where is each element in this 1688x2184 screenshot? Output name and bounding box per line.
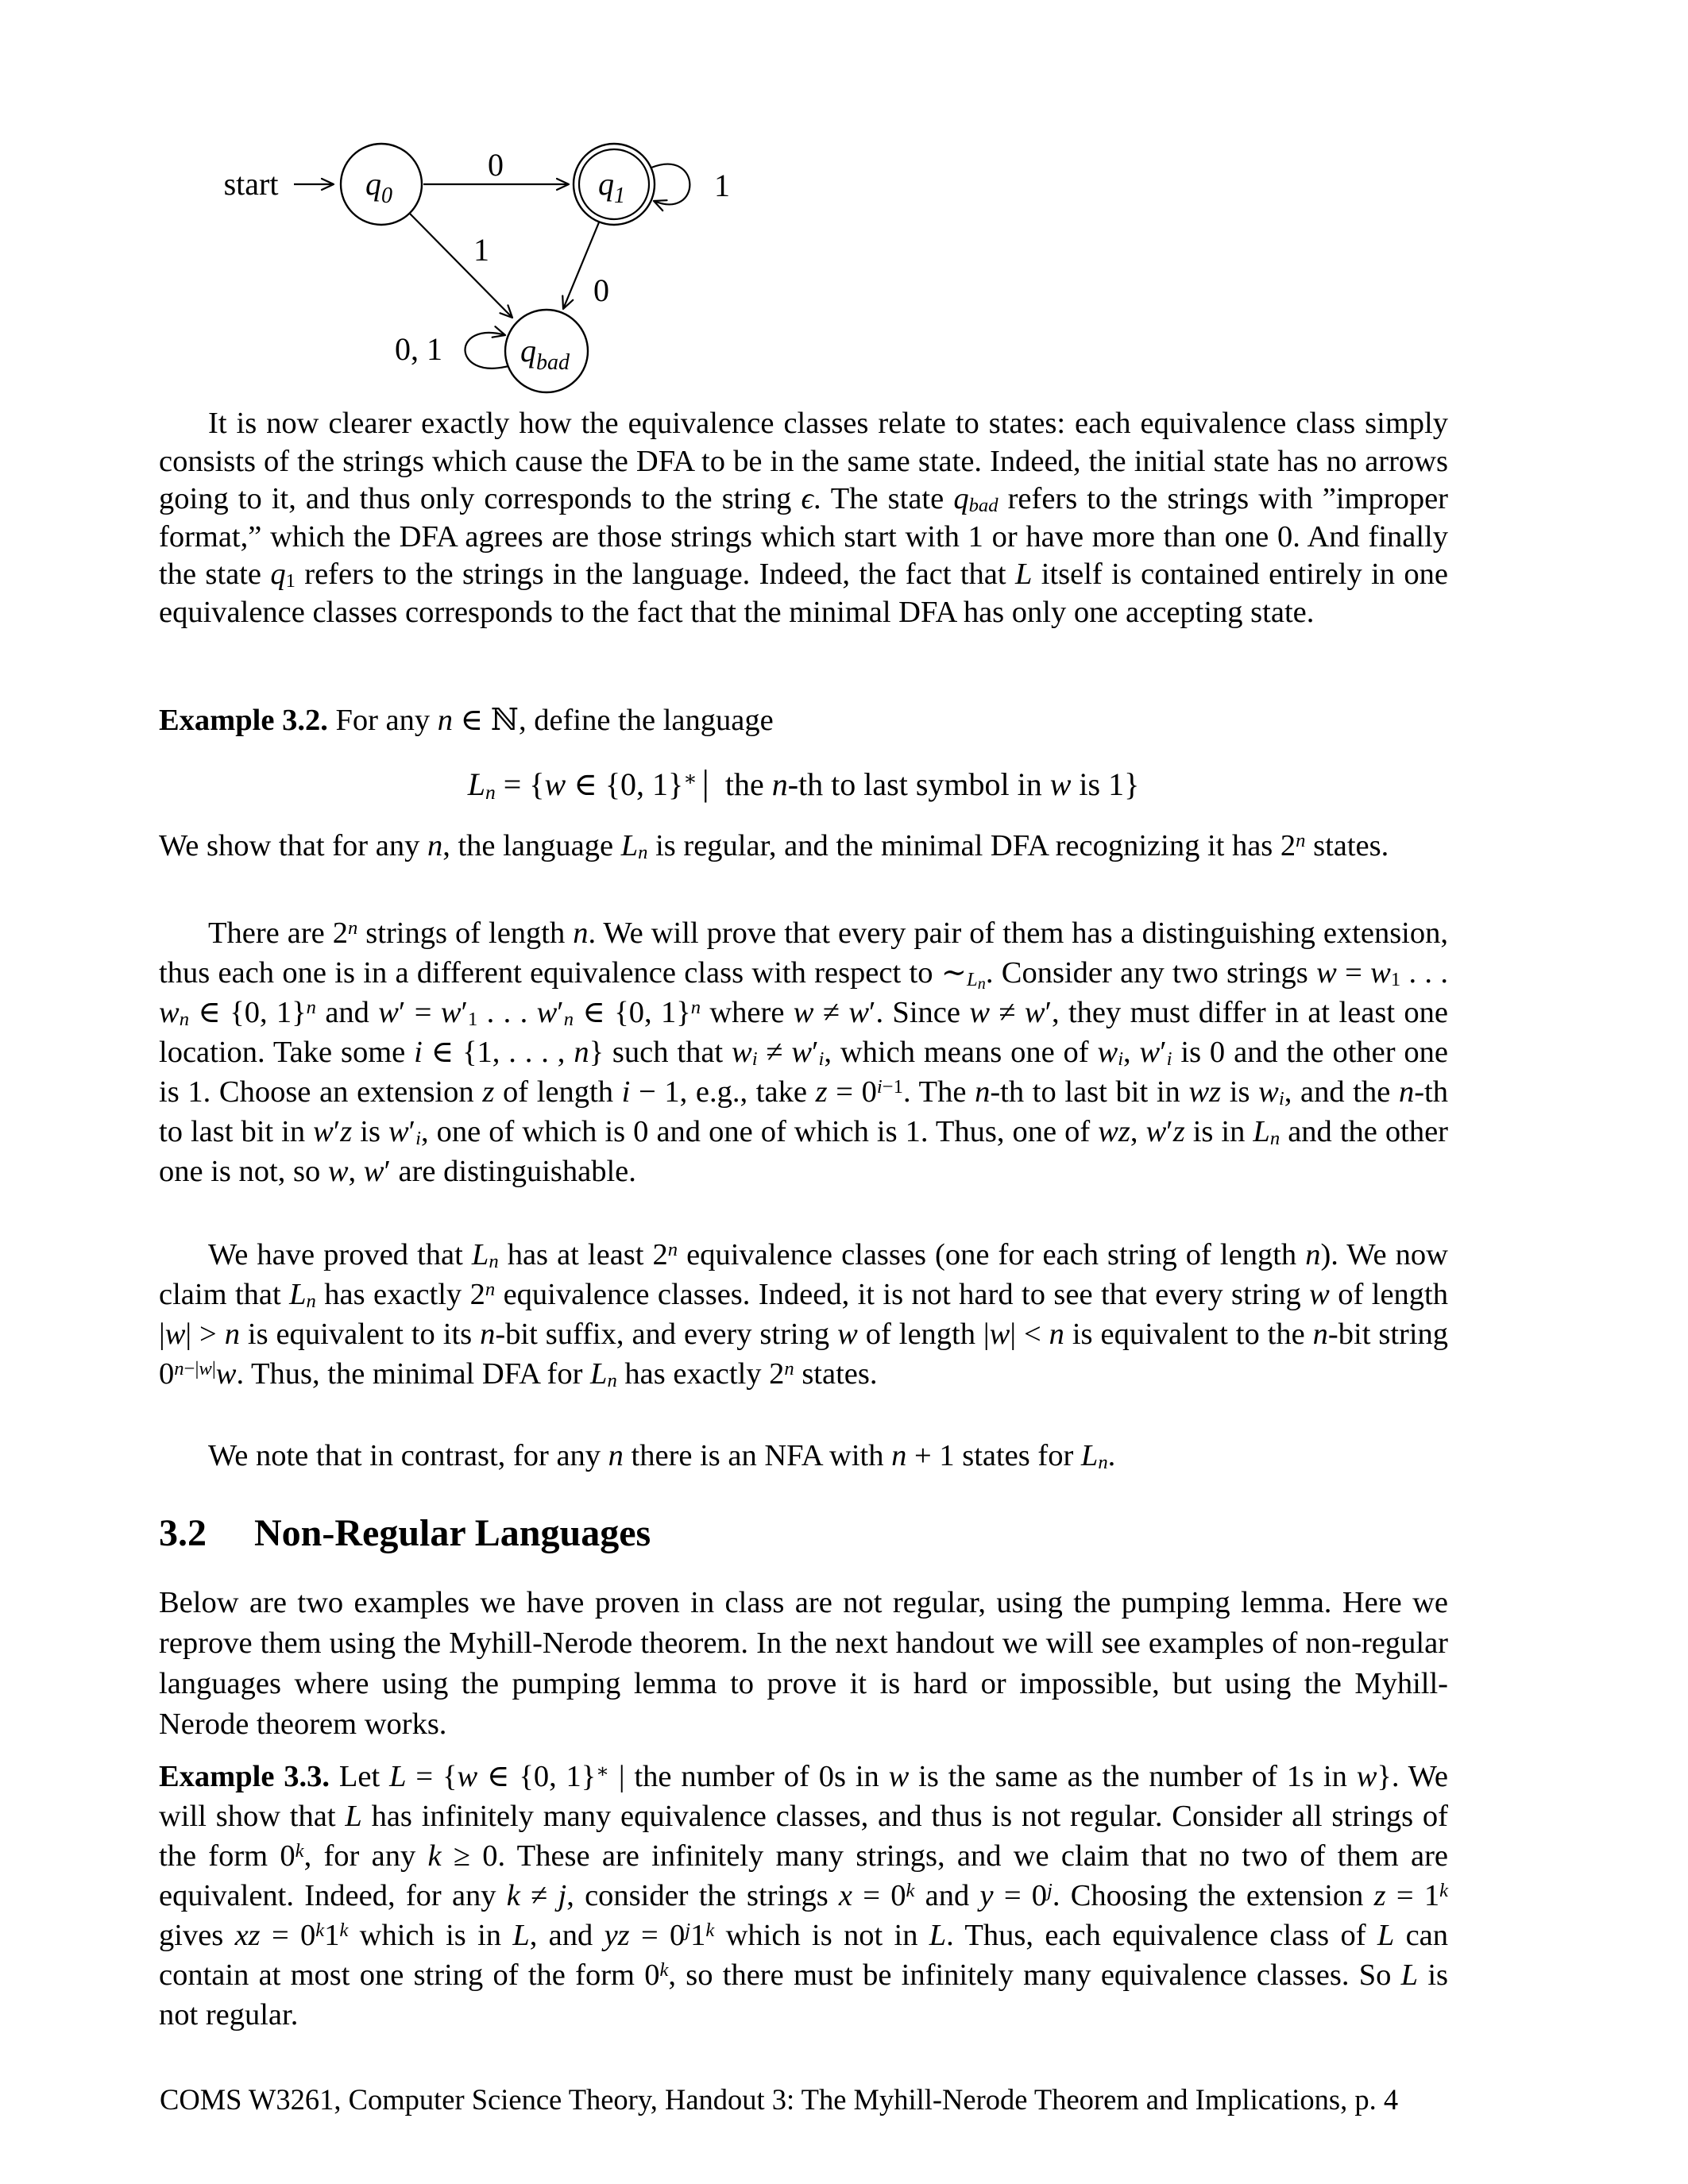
paragraph-below-examples: Below are two examples we have proven in class are not regular, using the pumping lemma. Here we reprove them using the Myhill-Nerode theorem. In the next handout we will see examples of non-regular languages where using the pumping lemma to prove it is hard or impossible, but using the Myhill-Nerode theorem works. — [159, 1586, 1448, 1741]
edge-q1-self — [651, 164, 689, 205]
edge-q0-qbad — [410, 214, 512, 318]
edge-qbad-self — [465, 333, 508, 369]
section-number: 3.2 — [159, 1512, 207, 1554]
page-footer: COMS W3261, Computer Science Theory, Handout 3: The Myhill-Nerode Theorem and Implications, p. 4 — [160, 2083, 1399, 2116]
paragraph-nfa-note: We note that in contrast, for any n there is an NFA with n + 1 states for $L_n$. — [208, 1439, 1116, 1474]
state-q1-label: q1 — [598, 166, 625, 208]
paragraph-equivalence-classes: It is now clearer exactly how the equivalence classes relate to states: each equivalence class simply consists of the strings which cause the DFA to be in the same state. Indeed, the initial state has no arrows going to it, and thus only corresponds to the string ϵ. The state $q_{bad}$ refers to the strings with ”improper format,” which the DFA agrees are those strings which start with 1 or have more than one 0. And finally the state $q_1$ refers to the strings in the language. Indeed, the fact that L itself is contained entirely in one equivalence classes corresponds to the fact that the minimal DFA has only one accepting state. — [159, 407, 1448, 629]
edge-q0-qbad-label: 1 — [473, 232, 489, 268]
edge-q1-qbad-label: 0 — [593, 272, 609, 308]
edge-q1-self-label: 1 — [714, 168, 730, 203]
example-3-2-body: We show that for any n, the language $L_n$ is regular, and the minimal DFA recognizing it has 2$^n$ states. — [159, 829, 1389, 864]
edge-qbad-self-label: 0, 1 — [395, 331, 442, 367]
example-3-2-intro: Example 3.2. For any n ∈ ℕ, define the language — [159, 704, 774, 737]
paragraph-exactly-2n-classes: We have proved that $L_n$ has at least 2$^n$ equivalence classes (one for each string of length n). We now claim that $L_n$ has exactly 2$^n$ equivalence classes. Indeed, it is not hard to see that every string w of length |w| > n is equivalent to its n-bit suffix, and every string w of length |w| < n is equivalent to the n-bit string $0^{n-|w|}w$. Thus, the minimal DFA for $L_n$ has exactly 2$^n$ states. — [159, 1238, 1449, 1392]
equation-ln-definition: $L_n = \{w$ ∈ {0, 1}∗ | the n-th to last symbol in w is 1} — [467, 762, 1140, 804]
section-heading — [159, 1512, 651, 1555]
paragraph-distinguishing-extension: There are 2$^n$ strings of length n. We will prove that every pair of them has a distinguishing extension, thus each one is in a different equivalence class with respect to $\sim_{L_n}$. Consider any two strings $w = w_1$ . . . $w_n$ ∈ {0, 1}$^n$ and $w' = w'_1$ . . . $w'_n$ ∈ {0, 1}$^n$ where w ≠ w′. Since w ≠ w′, they must differ in at least one location. Take some i ∈ {1, . . . , n} such that $w_i \ne w'_i$, which means one of $w_i$, $w'_i$ is 0 and the other one is 1. Choose an extension z of length i − 1, e.g., take $z = 0^{i-1}$. The n-th to last bit in wz is $w_i$, and the n-th to last bit in w′z is $w'_i$, one of which is 0 and one of which is 1. Thus, one of wz, w′z is in $L_n$ and the other one is not, so w, w′ are distinguishable. — [159, 916, 1449, 1188]
state-qbad-label: qbad — [520, 333, 570, 375]
edge-q0-q1-label: 0 — [488, 147, 504, 183]
example-3-3: Example 3.3. Let L = {w ∈ {0, 1}∗ | the number of 0s in w is the same as the number of 1s in w}. We will show that L has infinitely many equivalence classes, and thus is not regular. Consider all strings of the form 0$^k$, for any k ≥ 0. These are infinitely many strings, and we claim that no two of them are equivalent. Indeed, for any k ≠ j, consider the strings $x = 0^k$ and $y = 0^j$. Choosing the extension $z = 1^k$ gives xz = $0^k1^k$ which is in L, and yz = $0^j1^k$ which is not in L. Thus, each equivalence class of L can contain at most one string of the form 0$^k$, so there must be infinitely many equivalence classes. So L is not regular. — [159, 1760, 1449, 2032]
section-title: Non-Regular Languages — [254, 1512, 651, 1554]
start-label: start — [223, 166, 279, 202]
dfa-diagram — [0, 0, 874, 445]
state-q0-label: q0 — [365, 166, 392, 208]
